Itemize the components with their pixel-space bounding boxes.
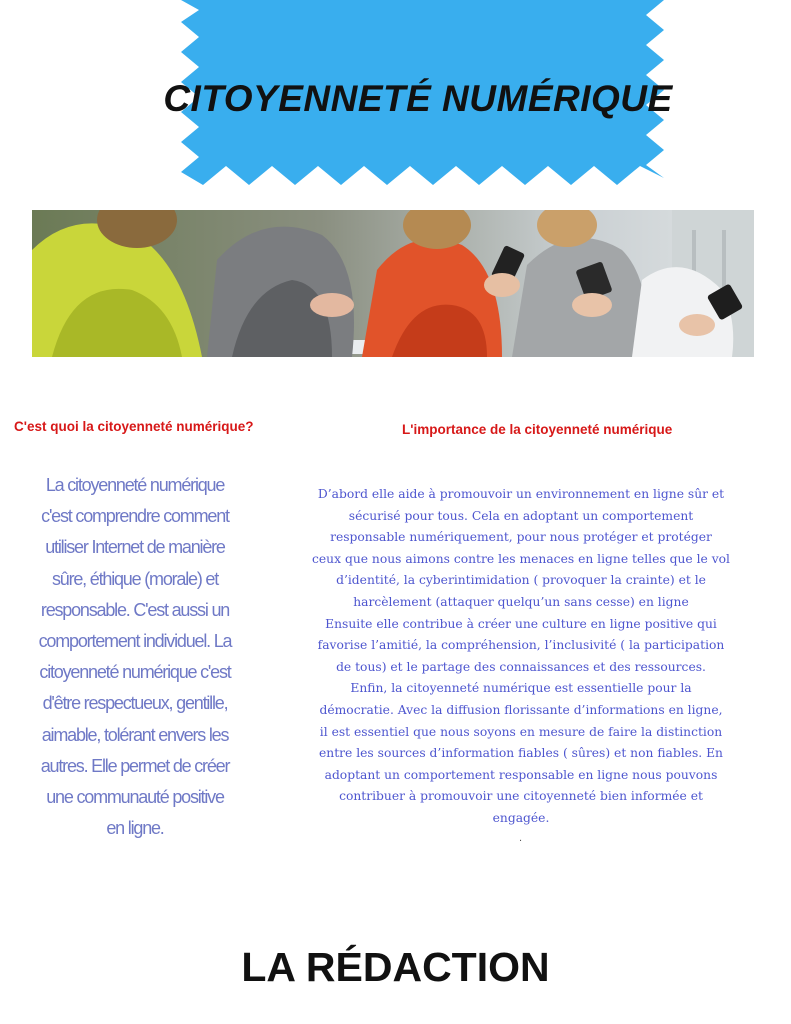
right-heading: L'importance de la citoyenneté numérique — [402, 422, 673, 437]
right-body-line: démocratie. Avec la diffusion florissante d’informations en ligne, — [319, 702, 723, 717]
left-body-line: citoyenneté numérique c'est — [39, 662, 231, 683]
left-body-line: c'est comprendre comment — [41, 506, 229, 527]
right-body-line: de tous) et le partage des connaissances et des ressources. — [336, 659, 706, 674]
right-body-line: adoptant un comportement responsable en ligne nous pouvons — [324, 767, 718, 782]
left-body-line: d'être respectueux, gentille, — [42, 693, 228, 714]
right-body-line: il est essentiel que nous soyons en mesure de faire la distinction — [319, 724, 723, 739]
left-body-line: responsable. C'est aussi un — [40, 599, 230, 620]
page-title: CITOYENNETÉ NUMÉRIQUE — [163, 78, 673, 119]
teens-phones-photo — [32, 210, 754, 357]
left-body-line: sûre, éthique (morale) et — [51, 568, 219, 589]
right-body-line: ceux que nous aimons contre les menaces en ligne telles que le vol — [312, 551, 730, 566]
left-body-line: comportement individuel. La — [38, 631, 232, 652]
right-body-line: engagée. — [492, 810, 550, 825]
left-body-text — [24, 470, 246, 844]
left-heading: C'est quoi la citoyenneté numérique? — [14, 419, 254, 434]
trailing-dot: . — [519, 832, 523, 844]
right-body-text — [298, 484, 744, 830]
right-body-line: Enfin, la citoyenneté numérique est essentielle pour la — [350, 681, 692, 696]
right-body-line: Ensuite elle contribue à créer une culture en ligne positive qui — [325, 616, 717, 631]
right-body-line: harcèlement (attaquer quelqu’un sans cesse) en ligne — [353, 594, 689, 609]
right-body-line: d’identité, la cyberintimidation ( provoquer la crainte) et le — [336, 573, 706, 588]
footer-signature: LA RÉDACTION — [241, 944, 550, 990]
left-body-line: aimable, tolérant envers les — [41, 724, 229, 745]
left-body-line: utiliser Internet de manière — [45, 537, 225, 558]
right-body-line: favorise l’amitié, la compréhension, l’inclusivité ( la participation — [317, 638, 725, 653]
left-body-line: La citoyenneté numérique — [45, 475, 225, 495]
right-body-line: contribuer à promouvoir une citoyenneté bien informée et — [339, 789, 703, 804]
right-body-line: responsable numériquement, pour nous protéger et protéger — [330, 530, 712, 545]
right-body-line: entre les sources d’information fiables ( sûres) et non fiables. En — [319, 746, 723, 761]
right-body-line: D’abord elle aide à promouvoir un environnement en ligne sûr et — [317, 487, 725, 501]
left-body-line: en ligne. — [106, 818, 164, 839]
right-body-line: sécurisé pour tous. Cela en adoptant un comportement — [348, 508, 694, 523]
left-body-line: autres. Elle permet de créer — [40, 755, 230, 776]
left-body-line: une communauté positive — [46, 787, 224, 808]
